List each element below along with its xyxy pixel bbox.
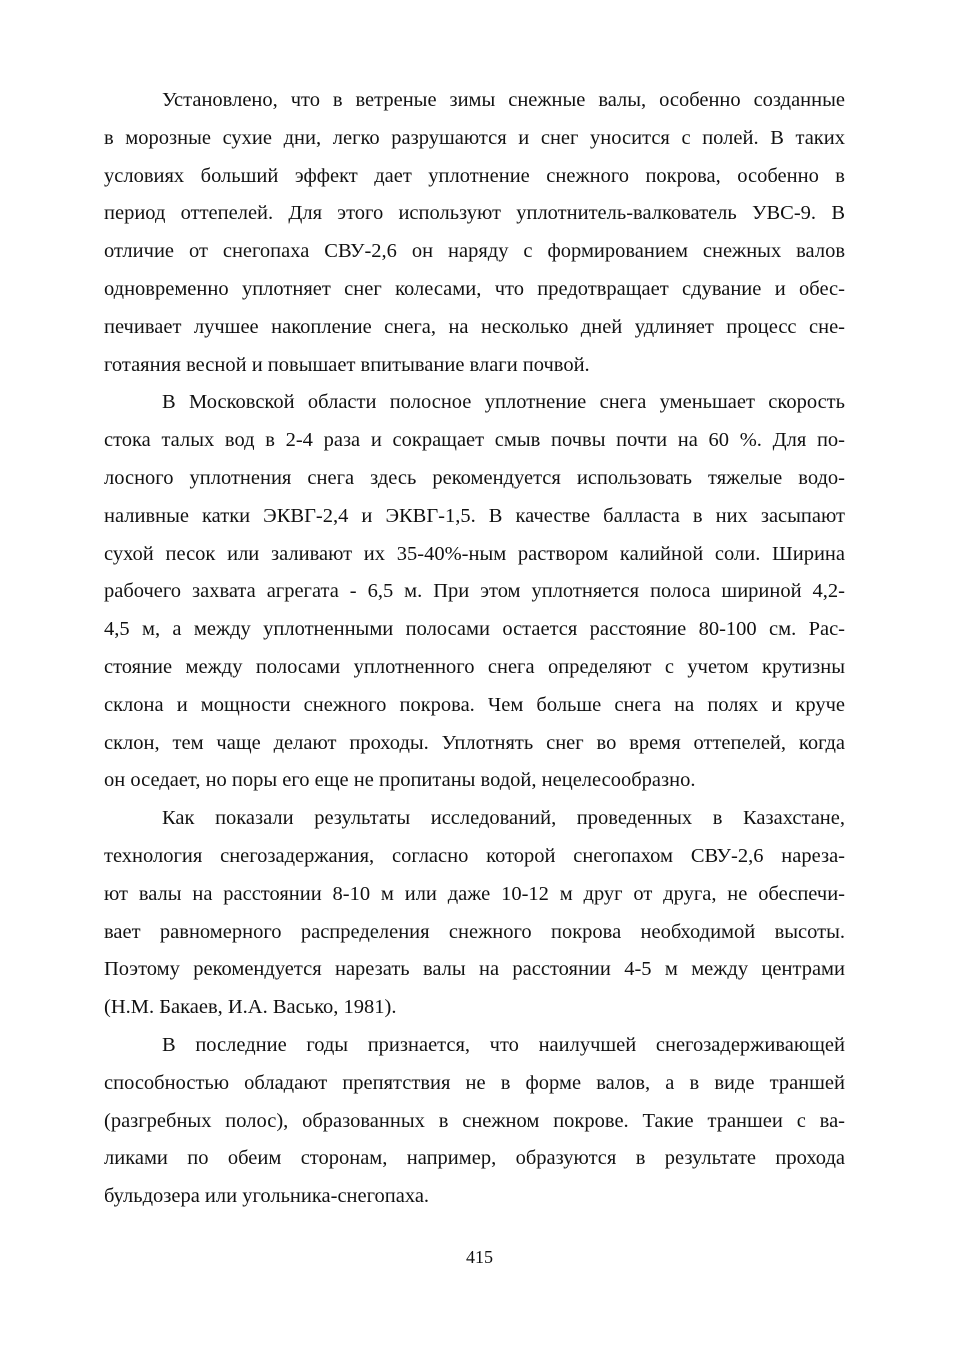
- text-line: лосного уплотнения снега здесь рекомендуется использовать тяжелые водо-: [104, 466, 845, 489]
- text-line: Установлено, что в ветреные зимы снежные валы, особенно созданные: [162, 89, 845, 111]
- text-line: бульдозера или угольника-снегопаха.: [104, 1185, 430, 1208]
- text-line: готаяния весной и повышает впитывание влаги почвой.: [104, 353, 590, 376]
- text-line: ют валы на расстоянии 8-10 м или даже 10-12 м друг от друга, не обеспечи-: [104, 882, 845, 905]
- text-line: ликами по обеим сторонам, например, образуются в результате прохода: [104, 1147, 845, 1170]
- text-line: печивает лучшее накопление снега, на несколько дней удлиняет процесс сне-: [104, 315, 845, 338]
- text-line: одновременно уплотняет снег колесами, что предотвращает сдувание и обес-: [104, 277, 845, 300]
- page-number: 415: [466, 1247, 493, 1267]
- text-line: 4,5 м, а между уплотненными полосами остается расстояние 80-100 см. Рас-: [104, 618, 845, 641]
- text-line: склон, тем чаще делают проходы. Уплотнять снег во время оттепелей, когда: [104, 731, 845, 754]
- paragraph-2: [104, 384, 845, 800]
- text-line: В Московской области полосное уплотнение снега уменьшает скорость: [162, 391, 845, 414]
- text-line: Поэтому рекомендуется нарезать валы на расстоянии 4-5 м между центрами: [104, 958, 845, 981]
- text-line: (Н.М. Бакаев, И.А. Васько, 1981).: [104, 996, 397, 1019]
- text-line: рабочего захвата агрегата - 6,5 м. При этом уплотняется полоса шириной 4,2-: [104, 580, 845, 603]
- text-line: наливные катки ЭКВГ-2,4 и ЭКВГ-1,5. В качестве балласта в них засыпают: [104, 504, 845, 527]
- text-line: технология снегозадержания, согласно которой снегопахом СВУ-2,6 нареза-: [104, 844, 845, 867]
- text-line: условиях больший эффект дает уплотнение снежного покрова, особенно в: [104, 164, 845, 187]
- text-line: вает равномерного распределения снежного покрова необходимой высоты.: [104, 920, 845, 943]
- text-line: способностью обладают препятствия не в форме валов, а в виде траншей: [104, 1071, 845, 1094]
- text-line: (разгребных полос), образованных в снежном покрове. Такие траншеи с ва-: [104, 1109, 845, 1132]
- text-line: в морозные сухие дни, легко разрушаются и снег уносится с полей. В таких: [104, 126, 845, 149]
- text-line: стока талых вод в 2-4 раза и сокращает смыв почвы почти на 60 %. Для по-: [104, 429, 845, 452]
- text-line: период оттепелей. Для этого используют уплотнитель-валкователь УВС-9. В: [104, 202, 845, 225]
- text-line: Как показали результаты исследований, проведенных в Казахстане,: [162, 807, 845, 830]
- text-line: сухой песок или заливают их 35-40%-ным раствором калийной соли. Ширина: [104, 542, 845, 565]
- paragraph-1: [104, 82, 845, 384]
- text-line: стояние между полосами уплотненного снега определяют с учетом крутизны: [104, 655, 845, 678]
- text-line: отличие от снегопаха СВУ-2,6 он наряду с формированием снежных валов: [104, 240, 845, 263]
- text-line: он оседает, но поры его еще не пропитаны водой, нецелесообразно.: [104, 769, 696, 792]
- text-line: склона и мощности снежного покрова. Чем больше снега на полях и круче: [104, 693, 845, 716]
- paragraph-3: [104, 800, 845, 1027]
- body-text: [104, 82, 845, 1216]
- paragraph-4: [104, 1027, 845, 1216]
- text-line: В последние годы признается, что наилучшей снегозадерживающей: [162, 1033, 845, 1056]
